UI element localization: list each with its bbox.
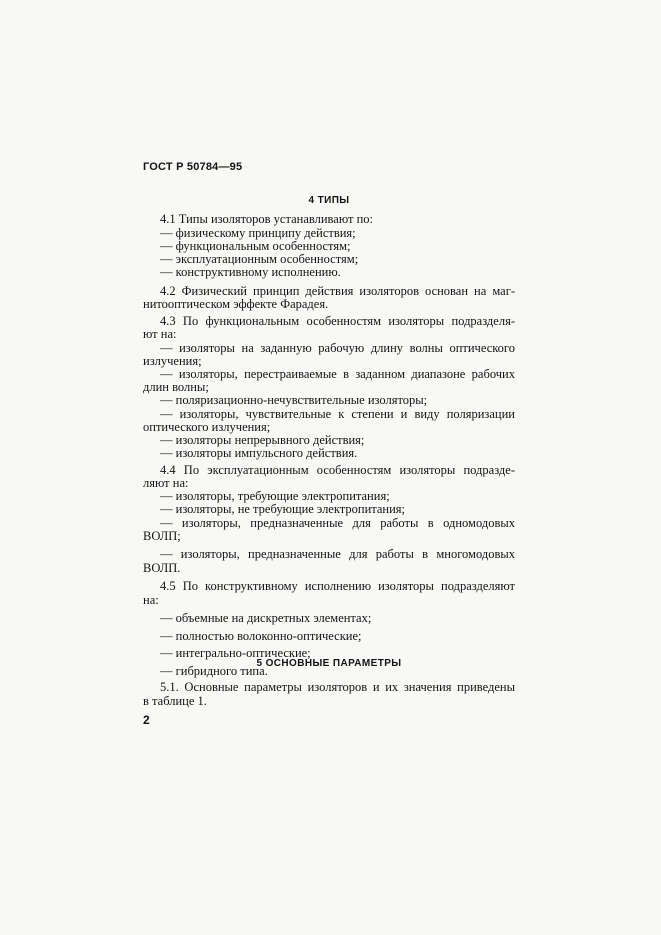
text-line: 4.5 По конструктивному исполнению изоляторы подразделяют: [160, 579, 515, 593]
list-item: — изоляторы, предназначенные для работы в одномодовых: [160, 516, 515, 530]
text-line: длин волны;: [143, 380, 209, 394]
document-code: ГОСТ Р 50784—95: [143, 161, 243, 173]
list-item: — изоляторы, чувствительные к степени и виду поляризации: [160, 407, 515, 421]
list-item: — изоляторы на заданную рабочую длину волны оптического: [160, 341, 515, 355]
text-line: излучения;: [143, 354, 202, 368]
list-item: — эксплуатационным особенностям;: [160, 252, 359, 266]
text-line: ют на:: [143, 327, 177, 341]
list-item: — функциональным особенностям;: [160, 239, 351, 253]
page-number: 2: [143, 713, 150, 727]
text-line: 4.2 Физический принцип действия изоляторов основан на маг-: [160, 284, 515, 298]
text-line: нитооптическом эффекте Фарадея.: [143, 297, 329, 311]
list-item: — физическому принципу действия;: [160, 226, 356, 240]
list-item: — конструктивному исполнению.: [160, 265, 341, 279]
section-4-heading: 4 ТИПЫ: [308, 195, 350, 206]
list-item: — интегрально-оптические;: [160, 646, 311, 660]
text-line: ВОЛП;: [143, 529, 181, 543]
list-item: — изоляторы, перестраиваемые в заданном диапазоне рабочих: [160, 367, 515, 381]
list-item: — полностью волоконно-оптические;: [160, 629, 362, 643]
list-item: — изоляторы импульсного действия.: [160, 446, 358, 460]
text-line: 4.4 По эксплуатационным особенностям изоляторы подразде-: [160, 463, 515, 477]
list-item: — изоляторы, предназначенные для работы в многомодовых: [160, 547, 515, 561]
text-line: ляют на:: [143, 476, 189, 490]
list-item: — изоляторы непрерывного действия;: [160, 433, 365, 447]
list-item: — изоляторы, требующие электропитания;: [160, 489, 390, 503]
section-5-heading: 5 ОСНОВНЫЕ ПАРАМЕТРЫ: [256, 658, 402, 669]
text-line: 4.1 Типы изоляторов устанавливают по:: [160, 212, 374, 226]
list-item: — объемные на дискретных элементах;: [160, 611, 372, 625]
text-line: оптического излучения;: [143, 420, 271, 434]
list-item: — гибридного типа.: [160, 664, 268, 678]
text-line: в таблице 1.: [143, 694, 207, 708]
list-item: — поляризационно-нечувствительные изоляторы;: [160, 393, 428, 407]
text-line: ВОЛП.: [143, 561, 181, 575]
text-line: на:: [143, 593, 159, 607]
text-line: 4.3 По функциональным особенностям изоляторы подразделя-: [160, 314, 515, 328]
list-item: — изоляторы, не требующие электропитания;: [160, 502, 406, 516]
text-line: 5.1. Основные параметры изоляторов и их значения приведены: [160, 680, 515, 694]
